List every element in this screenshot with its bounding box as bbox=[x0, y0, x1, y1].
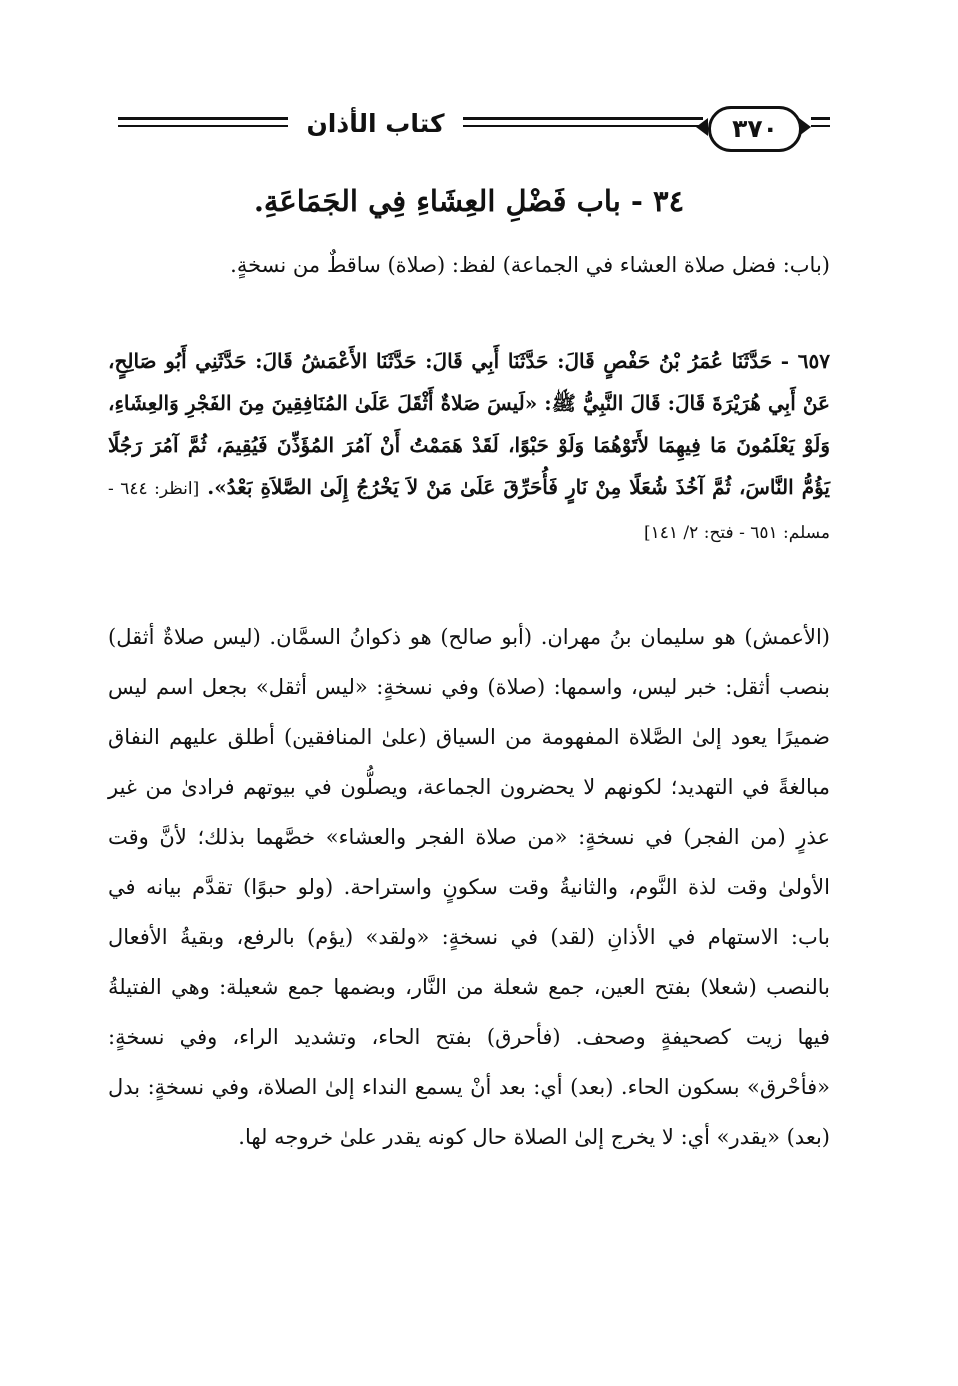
chapter-title: ٣٤ - باب فَضْلِ العِشَاءِ فِي الجَمَاعَةِ. bbox=[253, 184, 685, 218]
running-header bbox=[118, 103, 830, 151]
commentary-intro-text: (باب: فضل صلاة العشاء في الجماعة) لفظ: (صلاة) ساقطٌ من نسخةٍ. bbox=[230, 253, 830, 277]
header-rule-left-lower bbox=[118, 125, 288, 127]
book-title: كتاب الأذان bbox=[293, 109, 458, 138]
hadith-text: ٦٥٧ - حَدَّثَنَا عُمَرُ بْنُ حَفْصٍ قَالَ: حَدَّثَنَا أَبِي قَالَ: حَدَّثَنَا الأَعْمَشُ قَالَ: حَدَّثَنِي أَبُو صَالِحٍ، عَنْ أَبِي هُرَيْرَةَ قَالَ: قَالَ النَّبِيُّ ﷺ: «لَيسَ صَلاةٌ أَثْقَلَ عَلَىٰ المُنَافِقِينَ مِنَ الفَجْرِ وَالعِشَاءِ، وَلَوْ يَعْلَمُونَ مَا فِيهِمَا لأَتَوْهُمَا وَلَوْ حَبْوًا، لَقَدْ هَمَمْتُ أَنْ آمُرَ المُؤَذِّنَ فَيُقِيمَ، ثُمَّ آمُرَ رَجُلًا يَؤُمُّ النَّاسَ، ثُمَّ آخُذَ شُعَلًا مِنْ نَارٍ فَأُحَرِّقَ عَلَىٰ مَنْ لاَ يَخْرُجُ إِلَىٰ الصَّلاَةِ بَعْدُ». bbox=[108, 349, 830, 499]
commentary-intro bbox=[108, 240, 830, 290]
header-rule-right-lower bbox=[811, 125, 830, 127]
badge-tip-right-icon bbox=[799, 118, 811, 136]
hadith-reference: [انظر: ٦٤٤ - مسلم: ٦٥١ - فتح: ٢/ ١٤١] bbox=[108, 479, 830, 543]
explanatory-notes bbox=[108, 612, 830, 1162]
page-number: ٣٧٠ bbox=[708, 106, 802, 152]
hadith-block bbox=[108, 340, 830, 554]
header-rule-middle-lower bbox=[463, 125, 703, 127]
header-rule-right bbox=[811, 117, 830, 120]
header-rule-left bbox=[118, 117, 288, 120]
header-rule-middle bbox=[463, 117, 703, 120]
notes-text: (الأعمش) هو سليمان بنُ مهران. (أبو صالح) هو ذكوانُ السمَّان. (ليس صلاةٌ أثقل) بنصب أثقل: خبر ليس، واسمها: (صلاة) وفي نسخةٍ: «ليس أثقل» بجعل اسم ليس ضميرًا يعود إلىٰ الصَّلاة المفهومة من السياق (علىٰ المنافقين) أطلق عليهم النفاق مبالغةً في التهديد؛ لكونهم لا يحضرون الجماعة، ويصلُّون في بيوتهم فرادىٰ من غير عذرٍ (من الفجر) في نسخةٍ: «من صلاة الفجر والعشاء» خصَّهما بذلك؛ لأنَّ وقت الأولىٰ وقت لذة النَّوم، والثانيةُ وقت سكونٍ واستراحة. (ولو حبوًا) تقدَّم بيانه في باب: الاستهام في الأذانِ (لقد) في نسخةٍ: «ولقد» (يؤم) بالرفع، وبقيةُ الأفعال بالنصب (شعلا) بفتح العين، جمع شعلة من النَّار، وبضمها جمع شعيلة: وهي الفتيلةُ فيها زيت كصحيفةٍ وصحف. (فأحرق) بفتح الحاء، وتشديد الراء، وفي نسخةٍ: «فأحْرق» بسكون الحاء. (بعد) أي: بعد أنْ يسمع النداء إلىٰ الصلاة، وفي نسخةٍ: بدل (بعد) «يقدر» أي: لا يخرج إلىٰ الصلاة حال كونه يقدر علىٰ خروجه لها. bbox=[108, 625, 830, 1149]
badge-tip-left-icon bbox=[696, 118, 708, 136]
hadith-paragraph bbox=[108, 340, 830, 554]
